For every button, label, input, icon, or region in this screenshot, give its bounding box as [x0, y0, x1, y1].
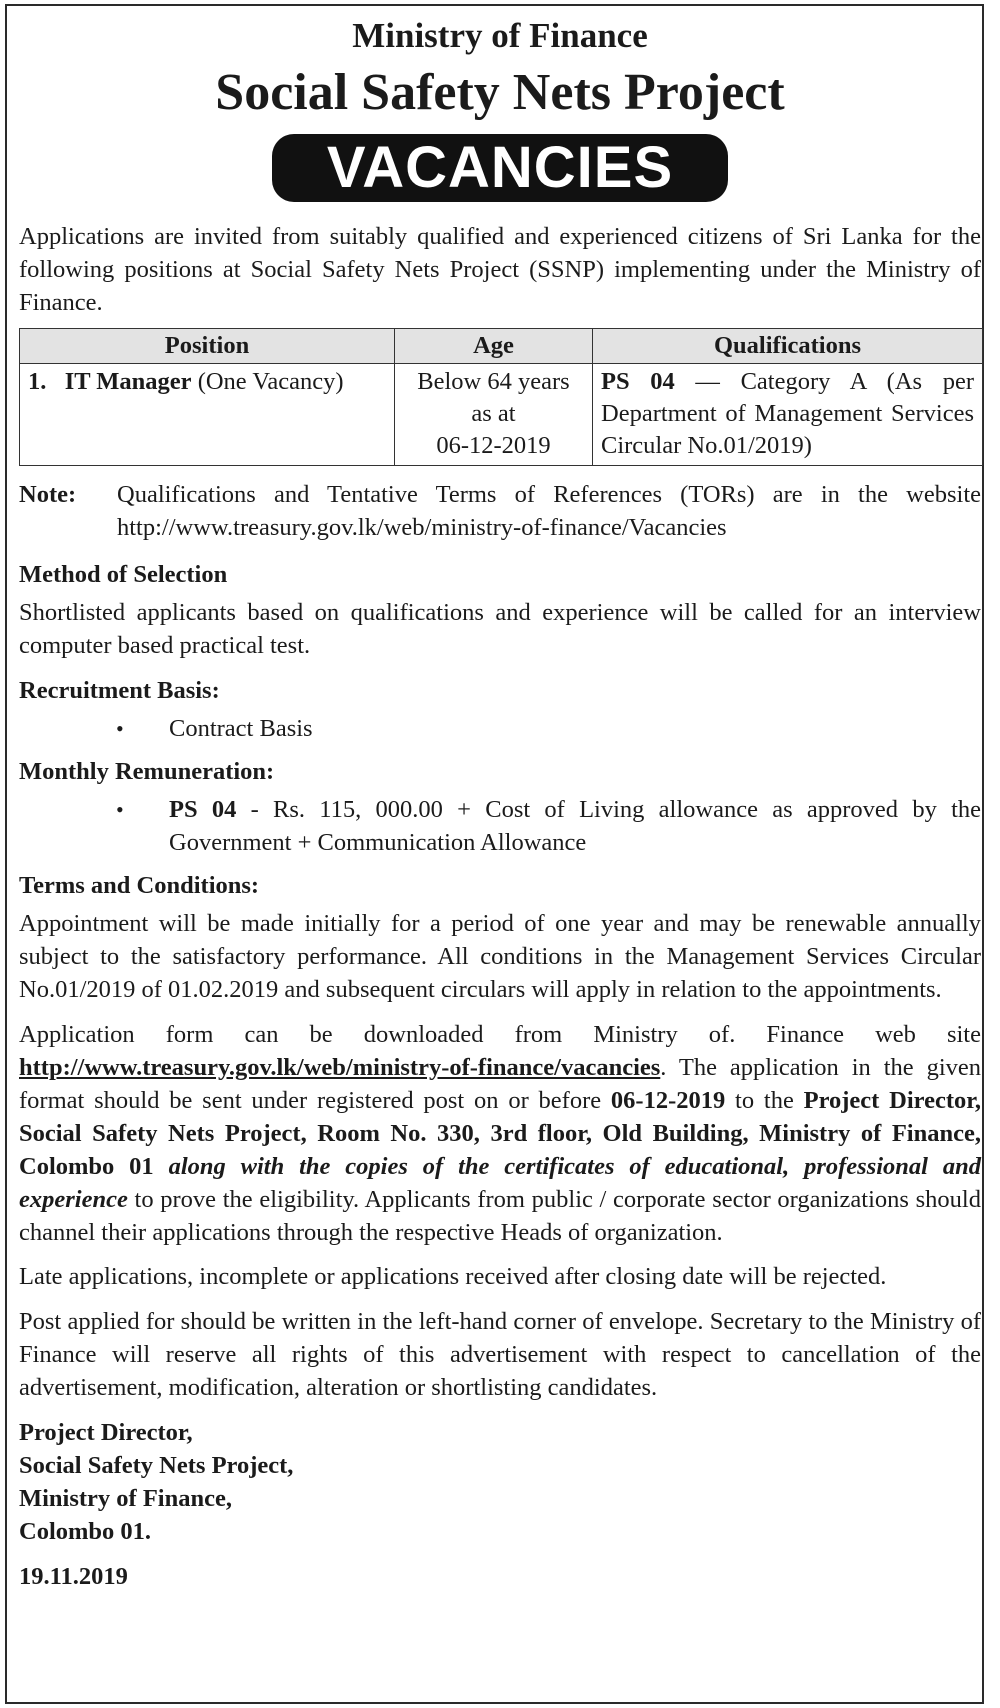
cell-age [395, 364, 593, 466]
publication-date: 19.11.2019 [19, 1563, 128, 1590]
cell-position [20, 364, 395, 466]
age-line-1: Below 64 years [417, 368, 570, 395]
recruitment-text: Contract Basis [169, 715, 313, 742]
intro-paragraph: Applications are invited from suitably qualified and experienced citizens of Sri Lanka for the following positions at Social Safety Nets Project (SSNP) implementing under the Ministry of Finance. [19, 223, 981, 316]
signature-block [19, 1416, 981, 1548]
vacancy-table [19, 328, 983, 466]
remuneration-heading: Monthly Remuneration: [19, 758, 275, 785]
qualification-code: PS 04 [601, 368, 675, 395]
method-text: Shortlisted applicants based on qualifications and experience will be called for an interview computer based practical test. [19, 599, 981, 659]
vacancies-banner: VACANCIES [272, 134, 728, 202]
recruitment-item [19, 712, 981, 745]
application-part-5: to prove the eligibility. Applicants from public / corporate sector organizations should channel their applications through the respective Heads of organization. [19, 1186, 981, 1246]
project-title: Social Safety Nets Project [215, 64, 785, 121]
deadline-date: 06-12-2019 [610, 1087, 726, 1114]
remuneration-item [19, 793, 981, 859]
post-applied-text: Post applied for should be written in the left-hand corner of envelope. Secretary to the Ministry of Finance will reserve all rights of this advertisement with respect to cancellation of the advertisement, modification, alteration or shortlisting candidates. [19, 1308, 981, 1401]
signature-line-4: Colombo 01. [19, 1518, 152, 1545]
application-part-1: Application form can be downloaded from Ministry of. Finance web site [19, 1021, 981, 1048]
late-applications-text: Late applications, incomplete or applications received after closing date will be rejected. [19, 1263, 887, 1290]
bullet-icon: • [116, 716, 124, 741]
header-age: Age [395, 329, 593, 364]
application-part-3: to the [725, 1087, 804, 1114]
vacancies-link[interactable]: http://www.treasury.gov.lk/web/ministry-of-finance/vacancies [19, 1054, 661, 1081]
application-part-2: . The application in the given format should be sent under registered post on or before [19, 1054, 981, 1114]
table-header-row [20, 329, 983, 364]
application-part-4 [154, 1153, 169, 1180]
note-block [19, 478, 981, 544]
vacancies-banner-wrap [19, 134, 981, 202]
signature-line-2: Social Safety Nets Project, [19, 1452, 294, 1479]
remuneration-code: PS 04 [169, 796, 237, 823]
certificates-emphasis: along with the copies of the certificates of educational, professional and experience [19, 1153, 981, 1213]
note-text: Qualifications and Tentative Terms of References (TORs) are in the website http://www.treasury.gov.lk/web/ministry-of-finance/Vacancies [117, 481, 981, 541]
signature-line-1: Project Director, [19, 1419, 193, 1446]
position-title: IT Manager [64, 368, 192, 395]
cell-qualifications [593, 364, 983, 466]
age-line-3: 06-12-2019 [436, 432, 551, 459]
recruitment-heading: Recruitment Basis: [19, 677, 220, 704]
qualification-text: — Category A (As per Department of Management Services Circular No.01/2019) [601, 368, 974, 459]
terms-heading: Terms and Conditions: [19, 872, 260, 899]
age-line-2: as at [471, 400, 516, 427]
method-heading: Method of Selection [19, 561, 228, 588]
ministry-heading: Ministry of Finance [352, 16, 648, 55]
table-row [20, 364, 983, 466]
header-qualifications: Qualifications [593, 329, 983, 364]
bullet-icon: • [116, 797, 124, 822]
application-paragraph [19, 1018, 981, 1249]
remuneration-text-block [169, 793, 981, 859]
signature-line-3: Ministry of Finance, [19, 1485, 232, 1512]
remuneration-text: - Rs. 115, 000.00 + Cost of Living allowance as approved by the Government + Communication Allowance [169, 796, 982, 856]
row-number: 1. [28, 368, 47, 395]
note-label: Note: [19, 481, 77, 508]
header-position: Position [20, 329, 395, 364]
inline-address: Project Director, Social Safety Nets Project, Room No. 330, 3rd floor, Old Building, Ministry of Finance, Colombo 01 [19, 1087, 981, 1180]
terms-text: Appointment will be made initially for a period of one year and may be renewable annually subject to the satisfactory performance. All conditions in the Management Services Circular No.01/2019 of 01.02.2019 and subsequent circulars will apply in relation to the appointments. [19, 910, 981, 1003]
advertisement-content [19, 14, 981, 1593]
position-note: (One Vacancy) [197, 368, 344, 395]
